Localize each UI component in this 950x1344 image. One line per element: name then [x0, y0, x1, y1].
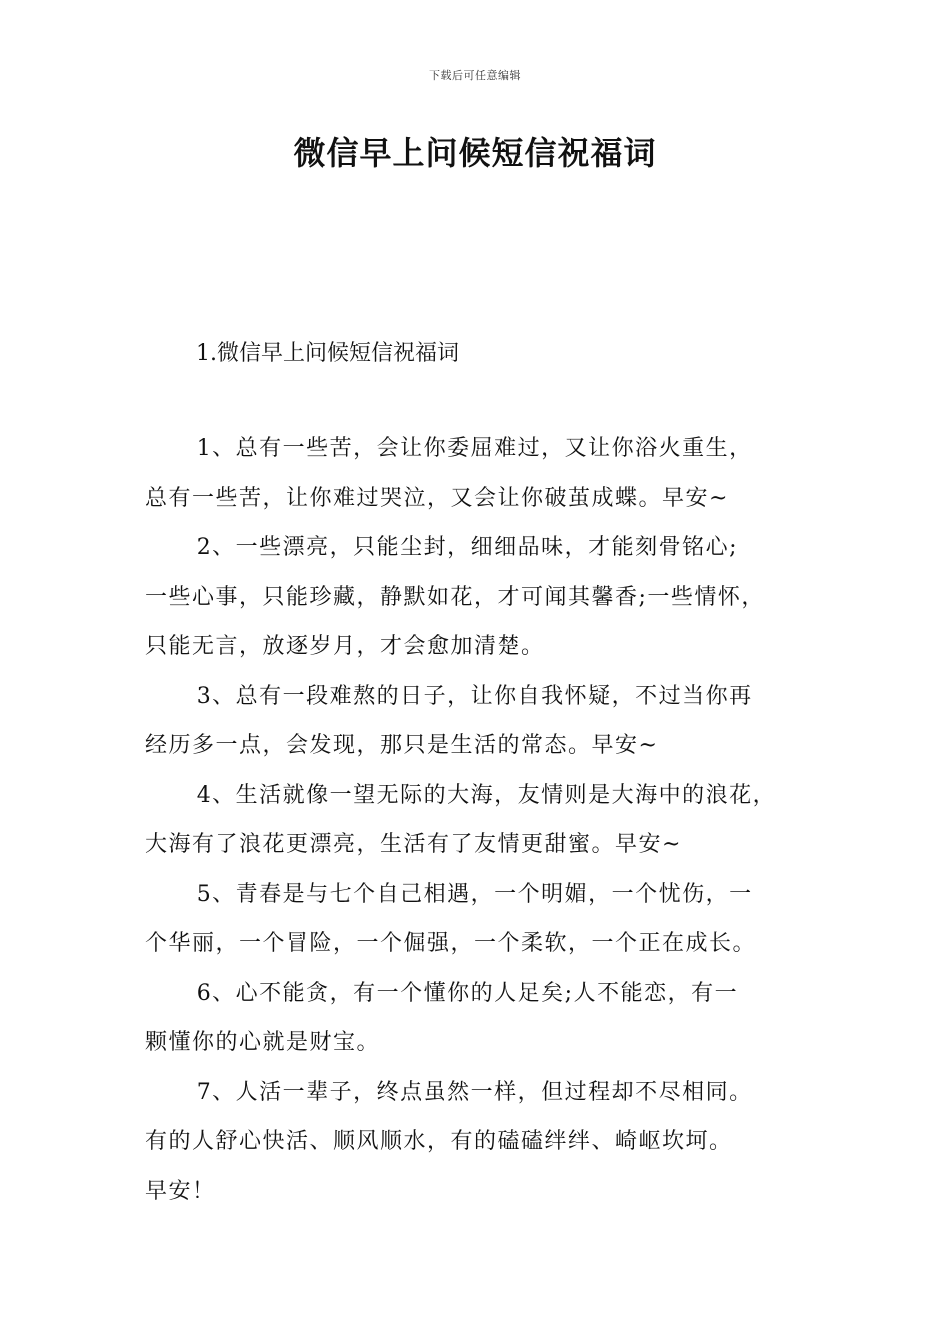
paragraph-line: 大海有了浪花更漂亮，生活有了友情更甜蜜。早安~: [145, 832, 682, 857]
paragraph-line: 总有一些苦，让你难过哭泣，又会让你破茧成蝶。早安~: [145, 485, 729, 511]
document-title: 微信早上问候短信祝福词: [293, 134, 657, 172]
paragraph-line: 颗懂你的心就是财宝。: [145, 1030, 381, 1055]
section-heading: 1.微信早上问候短信祝福词: [196, 341, 459, 366]
paragraph-line: 3、总有一段难熬的日子，让你自我怀疑，不过当你再: [196, 683, 753, 709]
paragraph-line: 早安！: [145, 1178, 216, 1204]
paragraph-line: 2、一些漂亮，只能尘封，细细品味，才能刻骨铭心;: [196, 535, 739, 560]
paragraph-line: 6、心不能贪，有一个懂你的人足矣;人不能恋，有一: [196, 980, 739, 1006]
paragraph-line: 1、总有一些苦，会让你委屈难过，又让你浴火重生，: [196, 436, 753, 461]
paragraph-1: [145, 424, 825, 523]
paragraph-2: [145, 523, 825, 672]
paragraph-line: 一些心事，只能珍藏，静默如花，才可闻其馨香;一些情怀，: [145, 584, 765, 610]
paragraph-line: 7、人活一辈子，终点虽然一样，但过程却不尽相同。: [196, 1079, 753, 1105]
body-text: [145, 424, 825, 1216]
paragraph-line: 经历多一点，会发现，那只是生活的常态。早安~: [145, 733, 659, 758]
paragraph-6: [145, 969, 825, 1068]
paragraph-line: 4、生活就像一望无际的大海，友情则是大海中的浪花，: [196, 782, 777, 808]
paragraph-7: [145, 1068, 825, 1217]
paragraph-line: 有的人舒心快活、顺风顺水，有的磕磕绊绊、崎岖坎坷。: [145, 1129, 733, 1154]
paragraph-line: 只能无言，放逐岁月，才会愈加清楚。: [145, 634, 545, 659]
paragraph-line: 个华丽，一个冒险，一个倔强，一个柔软，一个正在成长。: [145, 931, 757, 956]
paragraph-line: 5、青春是与七个自己相遇，一个明媚，一个忧伤，一: [196, 881, 753, 907]
paragraph-5: [145, 870, 825, 969]
header-note: 下载后可任意编辑: [429, 69, 521, 82]
paragraph-3: [145, 672, 825, 771]
paragraph-4: [145, 771, 825, 870]
